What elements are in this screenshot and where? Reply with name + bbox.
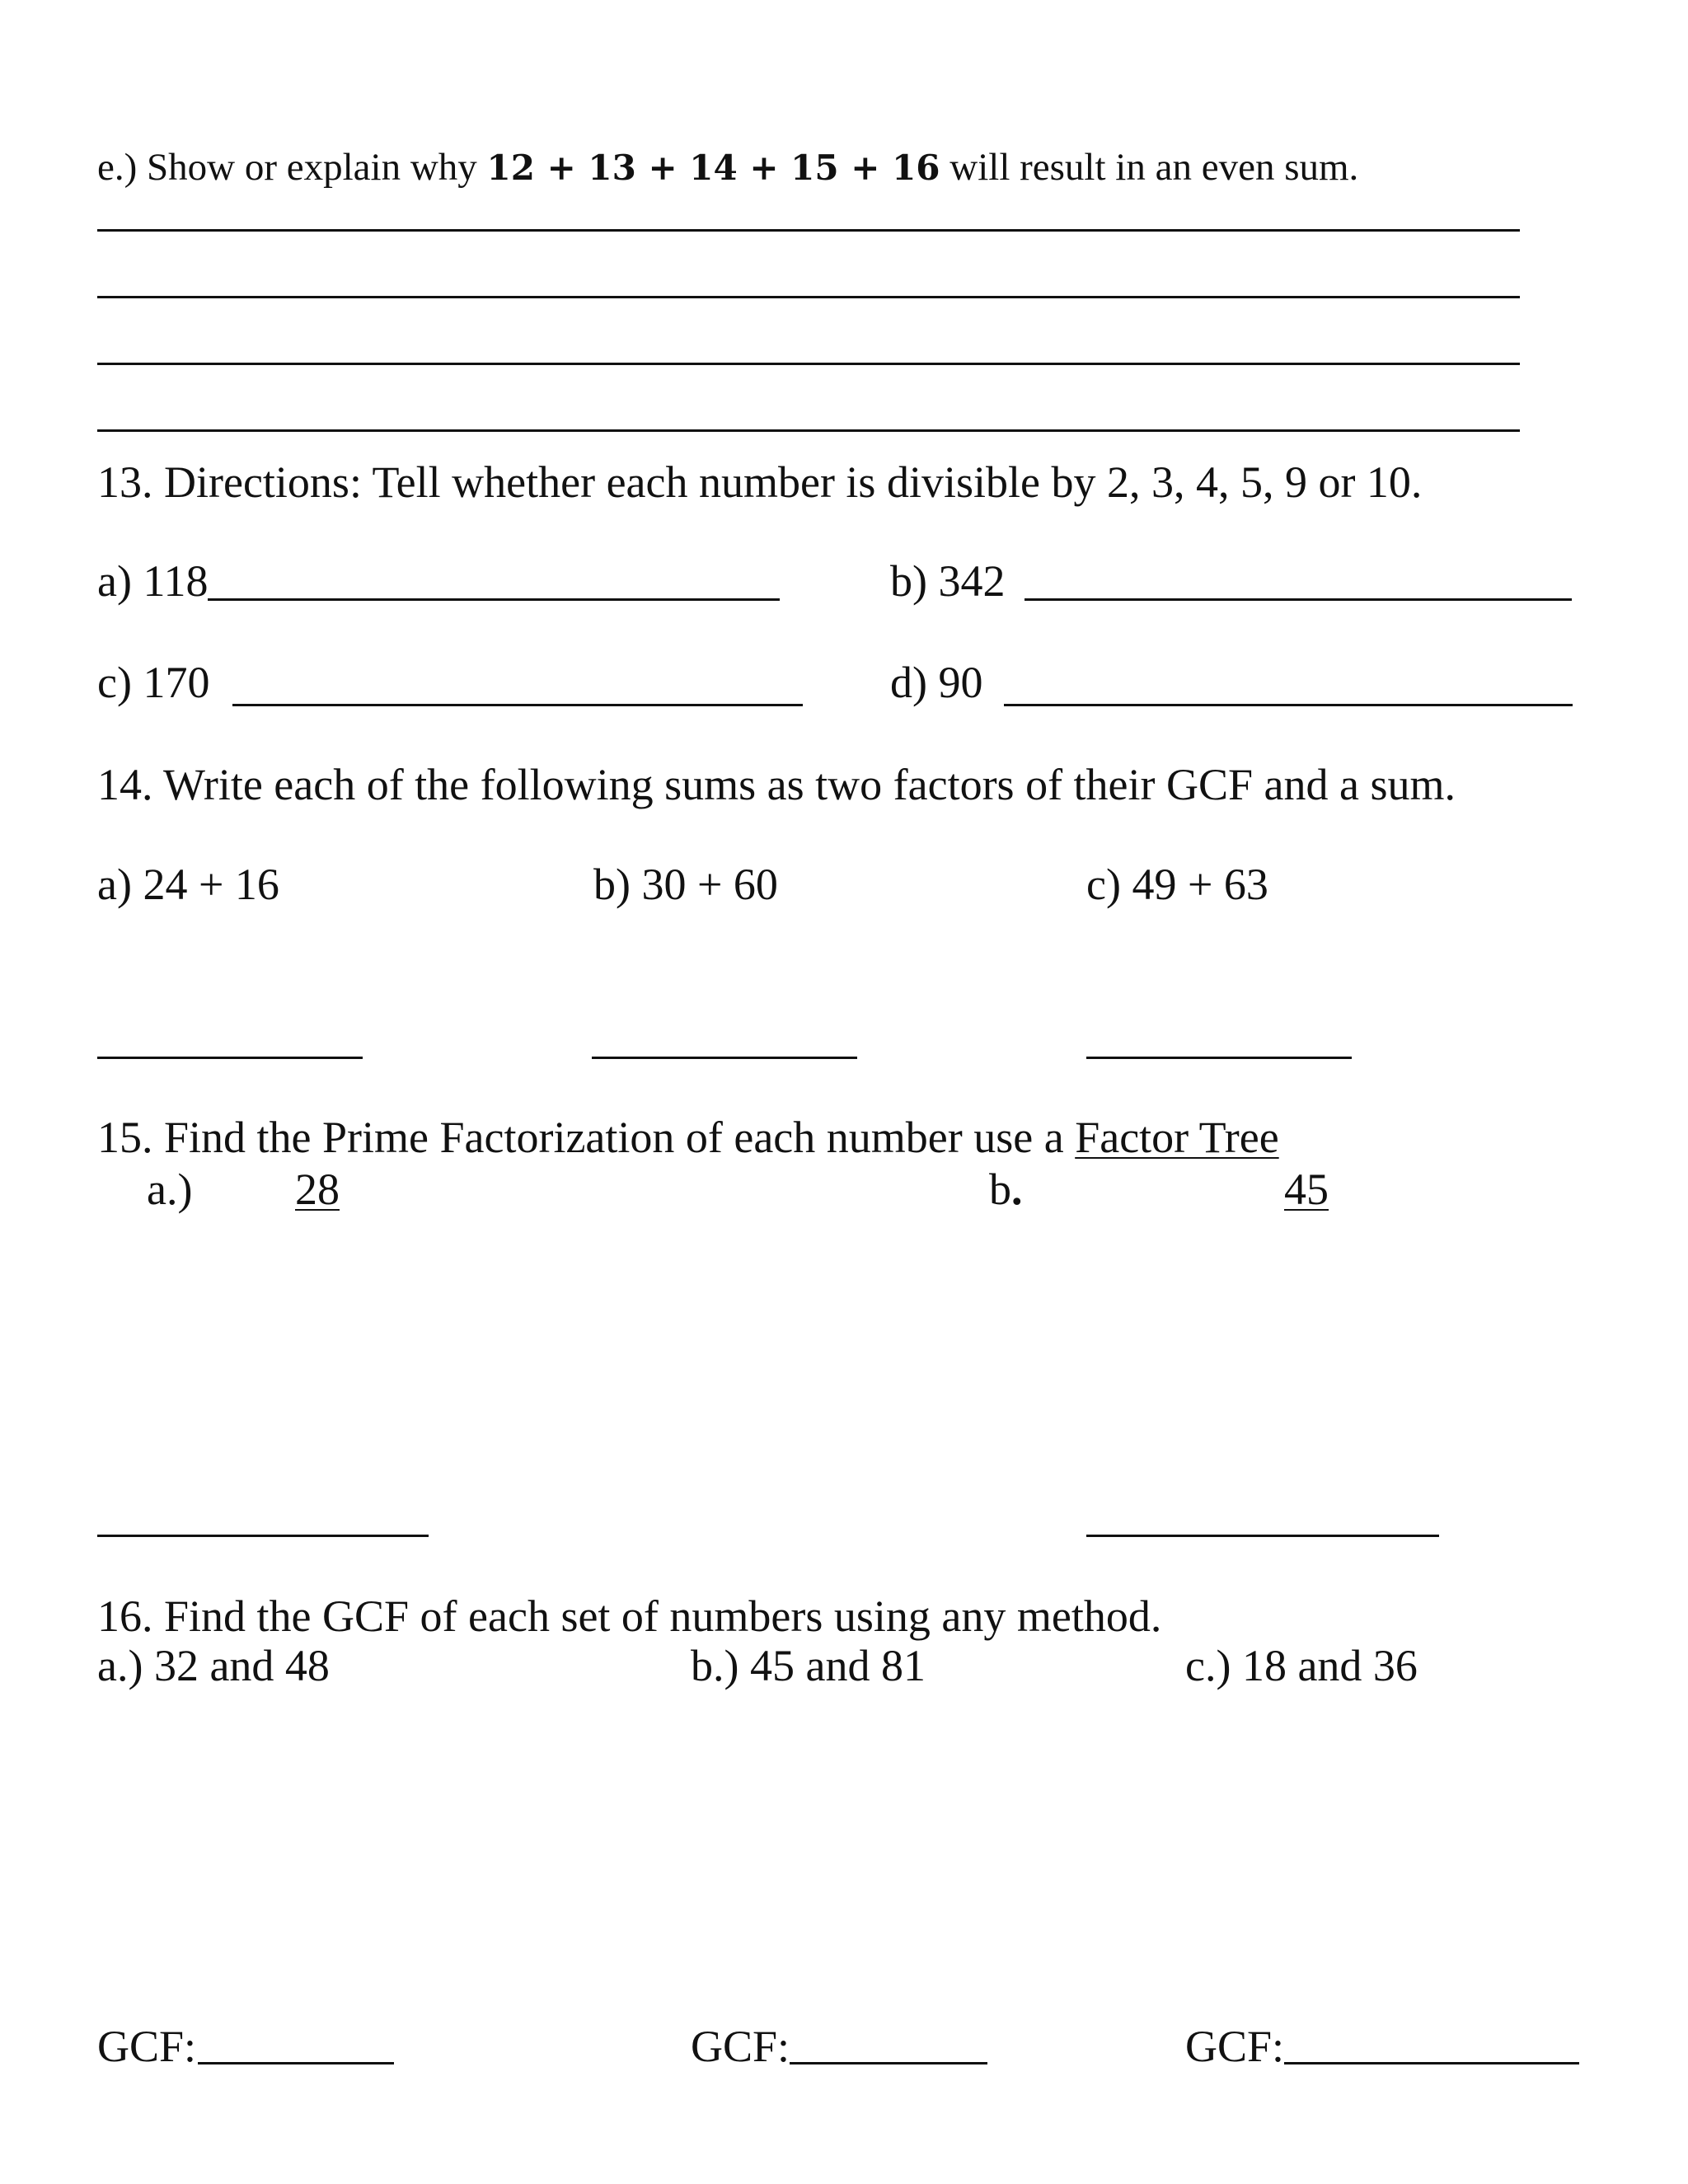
gcf-label: GCF: — [691, 2022, 790, 2071]
q14-item-c: c) 49 + 63 — [1086, 860, 1268, 909]
q16-item-a: a.) 32 and 48 — [97, 1641, 330, 1690]
gcf-label: GCF: — [1185, 2022, 1285, 2071]
q13-answer-line-b[interactable] — [1025, 598, 1572, 601]
answer-line-4[interactable] — [97, 429, 1520, 432]
answer-line-3[interactable] — [97, 363, 1520, 365]
q15-answer-line-a[interactable] — [97, 1535, 429, 1537]
q16-gcf-b — [691, 2024, 790, 2069]
q13-answer-line-d[interactable] — [1004, 704, 1573, 706]
q15-a-label: a.) — [147, 1165, 193, 1214]
q16-gcf-line-c[interactable] — [1284, 2062, 1579, 2064]
q12e-expression: 12 + 13 + 14 + 15 + 16 — [486, 148, 940, 188]
q12e-prompt — [97, 148, 1358, 187]
q12e-suffix: will result in an even sum. — [940, 146, 1359, 189]
gcf-label: GCF: — [97, 2022, 197, 2071]
q16-heading: 16. Find the GCF of each set of numbers using any method. — [97, 1591, 1162, 1641]
q14-answer-line-a[interactable] — [97, 1057, 363, 1059]
q15-heading-text: 15. Find the Prime Factorization of each number use a — [97, 1113, 1076, 1162]
q14-answer-line-b[interactable] — [592, 1057, 857, 1059]
q15-factor-tree-term: Factor Tree — [1075, 1113, 1279, 1162]
q13-item-b: b) 342 — [890, 556, 1006, 606]
q14-item-b: b) 30 + 60 — [593, 860, 778, 909]
q13-heading: 13. Directions: Tell whether each number is divisible by 2, 3, 4, 5, 9 or 10. — [97, 457, 1423, 507]
q16-gcf-line-b[interactable] — [790, 2062, 987, 2064]
q16-gcf-c — [1185, 2024, 1284, 2069]
q16-item-c: c.) 18 and 36 — [1185, 1641, 1418, 1690]
q15-answer-line-b[interactable] — [1086, 1535, 1439, 1537]
q12e-prefix: e.) Show or explain why — [97, 146, 487, 189]
q16-gcf-line-a[interactable] — [198, 2062, 394, 2064]
q14-item-a: a) 24 + 16 — [97, 860, 279, 909]
q16-gcf-a — [97, 2024, 196, 2069]
q13-item-c: c) 170 — [97, 658, 210, 707]
q13-answer-line-a[interactable] — [208, 598, 780, 601]
q15-b-label: b. — [989, 1165, 1023, 1214]
answer-line-2[interactable] — [97, 296, 1520, 298]
q13-item-a: a) 118 — [97, 556, 209, 606]
q13-item-d: d) 90 — [890, 658, 983, 707]
answer-line-1[interactable] — [97, 229, 1520, 232]
q16-item-b: b.) 45 and 81 — [691, 1641, 926, 1690]
q14-heading: 14. Write each of the following sums as two factors of their GCF and a sum. — [97, 760, 1456, 809]
q14-answer-line-c[interactable] — [1086, 1057, 1352, 1059]
q15-b-number: 45 — [1284, 1165, 1329, 1214]
q15-a-number: 28 — [295, 1165, 340, 1214]
q13-answer-line-c[interactable] — [232, 704, 803, 706]
q15-heading — [97, 1115, 1279, 1160]
